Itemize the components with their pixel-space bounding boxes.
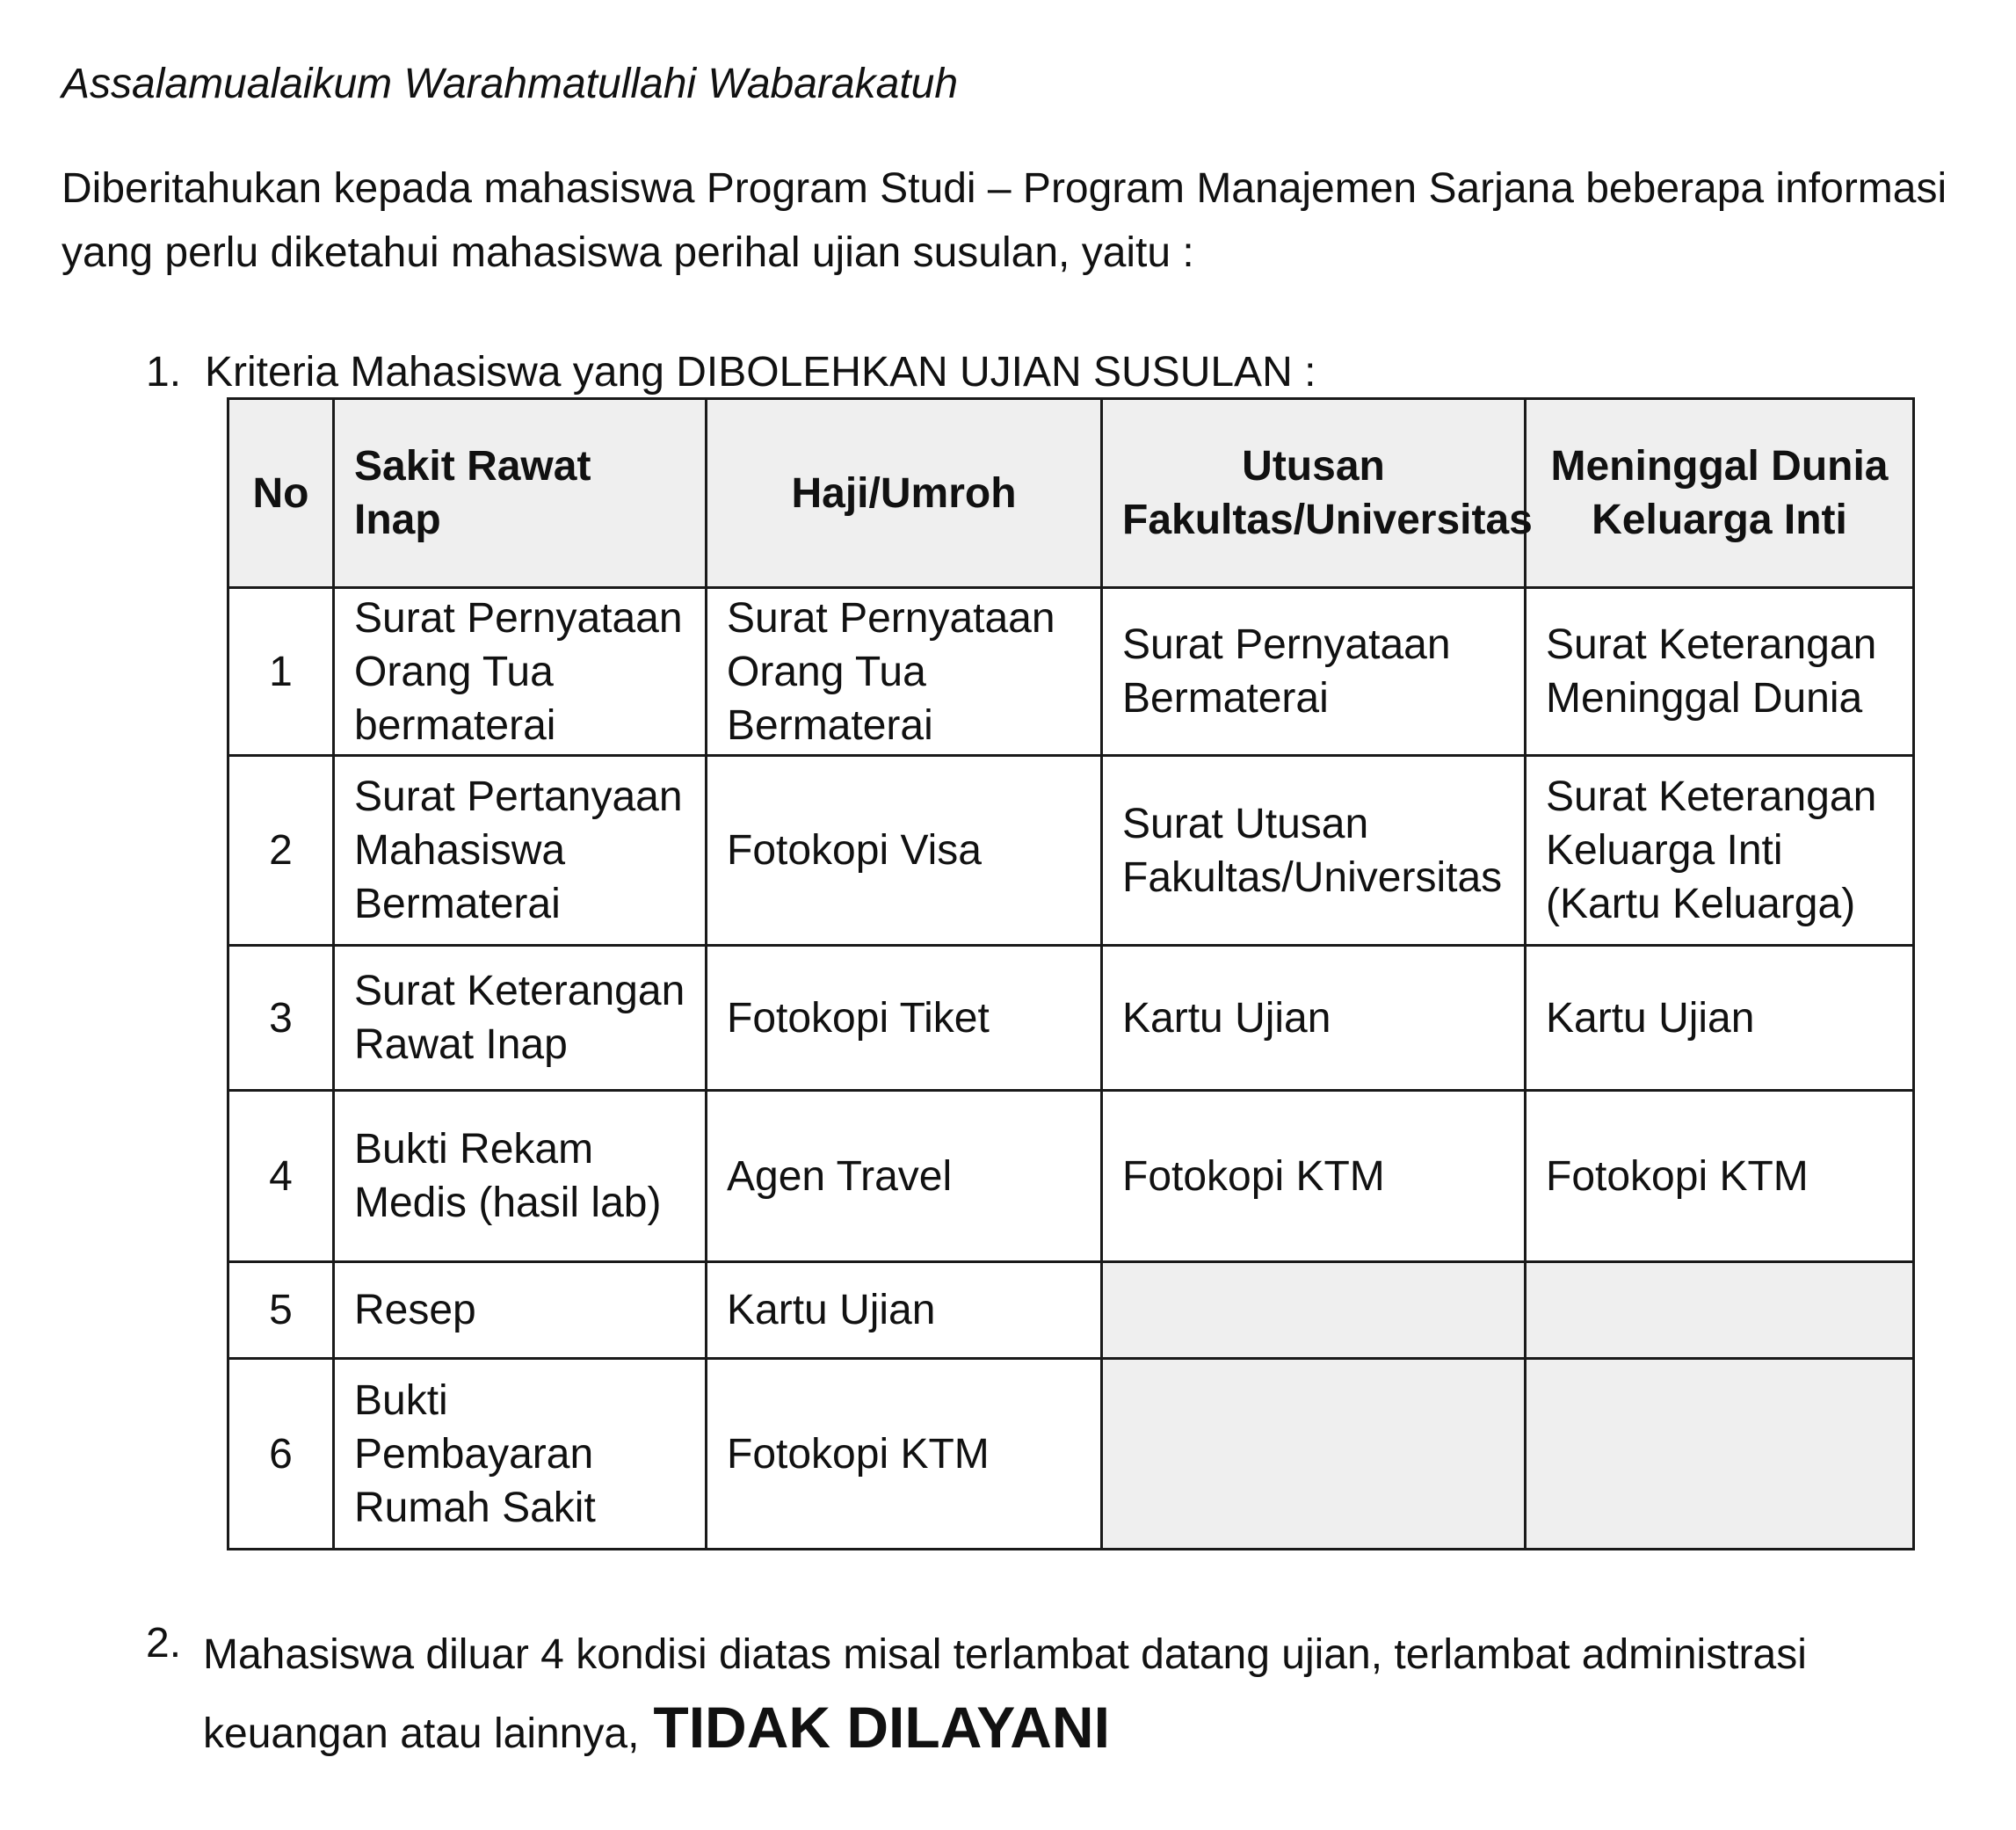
table-cell: Surat Keterangan Rawat Inap [334,946,707,1091]
table-cell: Resep [334,1262,707,1359]
list-item-1 [146,348,1316,396]
header-no: No [228,399,334,588]
criteria-table [227,397,1915,1550]
list-item-2 [146,1619,1947,1770]
empty-cell [1102,1262,1526,1359]
table-cell: Fotokopi KTM [707,1359,1102,1550]
row-number: 2 [228,756,334,946]
header-utusan: Utusan Fakultas/Universitas [1102,399,1526,588]
list-number: 2. [146,1620,182,1667]
empty-cell [1526,1262,1914,1359]
table-cell: Kartu Ujian [1102,946,1526,1091]
table-cell: Surat Pertanyaan Mahasiswa Bermaterai [334,756,707,946]
table-cell: Fotokopi Visa [707,756,1102,946]
table-cell: Surat Pernyataan Orang Tua bermaterai [334,588,707,756]
greeting: Assalamualaikum Warahmatullahi Wabarakatuh [62,61,959,107]
table-cell: Surat Keterangan Meninggal Dunia [1526,588,1914,756]
table-cell: Surat Keterangan Keluarga Inti (Kartu Keluarga) [1526,756,1914,946]
header-meninggal-dunia: Meninggal Dunia Keluarga Inti [1526,399,1914,588]
row-number: 6 [228,1359,334,1550]
table-cell: Surat Utusan Fakultas/Universitas [1102,756,1526,946]
list-number: 1. [146,349,182,396]
list-item-text [203,1619,1947,1770]
row-number: 1 [228,588,334,756]
table-row [228,588,1914,756]
table-cell: Bukti Pembayaran Rumah Sakit [334,1359,707,1550]
table-cell: Fotokopi Tiket [707,946,1102,1091]
table-cell: Bukti Rekam Medis (hasil lab) [334,1091,707,1262]
table-cell: Fotokopi KTM [1526,1091,1914,1262]
table-row [228,1091,1914,1262]
row-number: 5 [228,1262,334,1359]
header-haji-umroh: Haji/Umroh [707,399,1102,588]
list-item-body: Mahasiswa diluar 4 kondisi diatas misal terlambat datang ujian, terlambat administrasi keuangan atau lainnya, [203,1631,1807,1757]
list-item-text: Kriteria Mahasiswa yang DIBOLEHKAN UJIAN SUSULAN : [205,349,1316,396]
intro-paragraph: Diberitahukan kepada mahasiswa Program Studi – Program Manajemen Sarjana beberapa informasi yang perlu diketahui mahasiswa perihal ujian susulan, yaitu : [62,165,1947,276]
table-row [228,756,1914,946]
table-cell: Surat Pernyataan Orang Tua Bermaterai [707,588,1102,756]
table-cell: Agen Travel [707,1091,1102,1262]
table-cell: Kartu Ujian [1526,946,1914,1091]
header-sakit-rawat-inap: Sakit Rawat Inap [334,399,707,588]
row-number: 3 [228,946,334,1091]
table-cell: Kartu Ujian [707,1262,1102,1359]
table-row [228,1359,1914,1550]
row-number: 4 [228,1091,334,1262]
table-row [228,1262,1914,1359]
empty-cell [1102,1359,1526,1550]
emphasis-text: TIDAK DILAYANI [653,1695,1110,1760]
table-row [228,946,1914,1091]
table-cell: Fotokopi KTM [1102,1091,1526,1262]
empty-cell [1526,1359,1914,1550]
table-header-row [228,399,1914,588]
table-cell: Surat Pernyataan Bermaterai [1102,588,1526,756]
